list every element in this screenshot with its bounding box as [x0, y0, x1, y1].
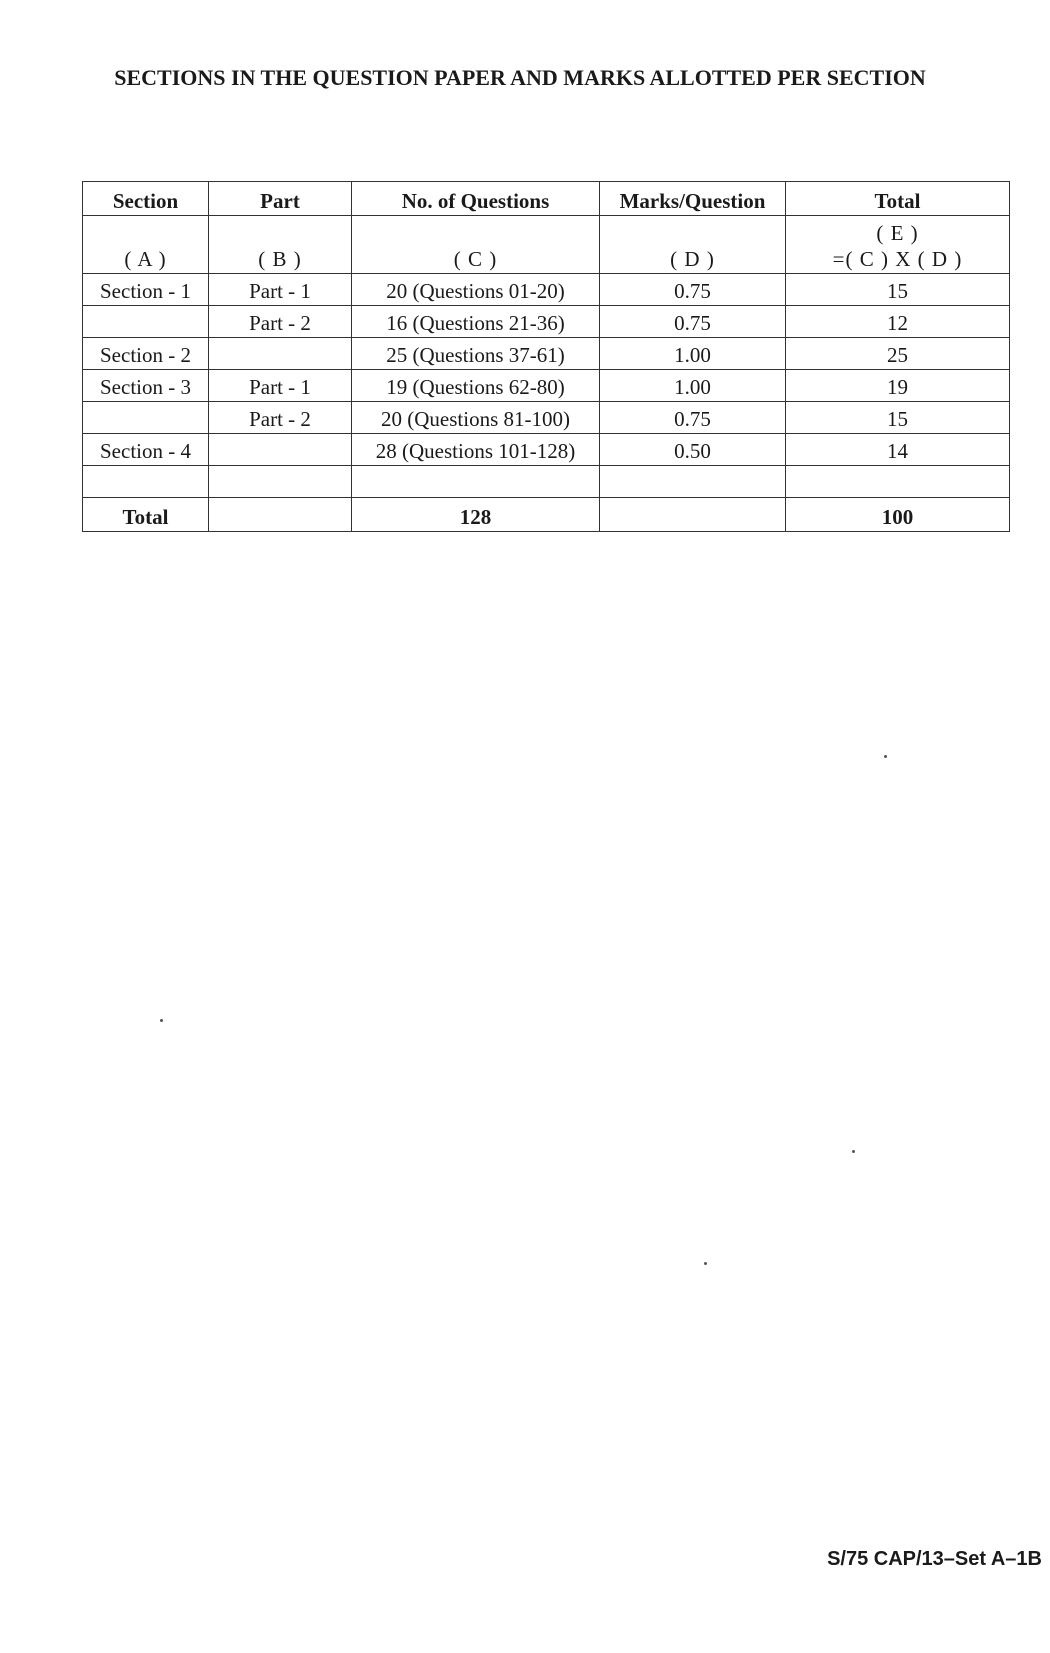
page-title: SECTIONS IN THE QUESTION PAPER AND MARKS ALLOTTED PER SECTION: [114, 65, 926, 90]
blank-row: [83, 466, 1010, 498]
row-marks: 0.75: [600, 402, 786, 434]
row-section: Section - 1: [83, 274, 209, 306]
marks-table: [82, 181, 1010, 532]
scan-speck: [884, 755, 887, 758]
row-section: Section - 2: [83, 338, 209, 370]
row-marks: 0.75: [600, 274, 786, 306]
row-questions: 20 (Questions 01-20): [352, 274, 600, 306]
scan-speck: [160, 1019, 163, 1022]
row-marks: 1.00: [600, 370, 786, 402]
label-e: [786, 216, 1010, 274]
table-header-row: [83, 182, 1010, 216]
row-total: 15: [786, 274, 1010, 306]
row-part: Part - 2: [209, 306, 352, 338]
label-a: ( A ): [83, 216, 209, 274]
label-e-letter: ( E ): [876, 221, 919, 245]
row-part: Part - 1: [209, 370, 352, 402]
total-marks: 100: [786, 498, 1010, 532]
row-marks: 0.75: [600, 306, 786, 338]
label-d: ( D ): [600, 216, 786, 274]
row-part: [209, 434, 352, 466]
row-marks: 1.00: [600, 338, 786, 370]
header-marks: Marks/Question: [600, 182, 786, 216]
document-code: S/75 CAP/13–Set A–1B: [827, 1548, 1042, 1570]
label-b: ( B ): [209, 216, 352, 274]
row-questions: 25 (Questions 37-61): [352, 338, 600, 370]
row-questions: 19 (Questions 62-80): [352, 370, 600, 402]
row-questions: 28 (Questions 101-128): [352, 434, 600, 466]
header-section: Section: [83, 182, 209, 216]
row-section: [83, 306, 209, 338]
row-section: [83, 402, 209, 434]
row-part: Part - 2: [209, 402, 352, 434]
header-part: Part: [209, 182, 352, 216]
label-c: ( C ): [352, 216, 600, 274]
row-questions: 20 (Questions 81-100): [352, 402, 600, 434]
table-row: [83, 338, 1010, 370]
table-label-row: [83, 216, 1010, 274]
header-questions: No. of Questions: [352, 182, 600, 216]
header-total: Total: [786, 182, 1010, 216]
total-questions: 128: [352, 498, 600, 532]
row-total: 12: [786, 306, 1010, 338]
table-row: [83, 274, 1010, 306]
row-section: Section - 4: [83, 434, 209, 466]
row-questions: 16 (Questions 21-36): [352, 306, 600, 338]
total-label: Total: [83, 498, 209, 532]
row-section: Section - 3: [83, 370, 209, 402]
row-total: 14: [786, 434, 1010, 466]
table-row: [83, 434, 1010, 466]
row-total: 15: [786, 402, 1010, 434]
label-e-formula: =( C ) X ( D ): [832, 247, 963, 271]
row-part: [209, 338, 352, 370]
table-row: [83, 370, 1010, 402]
row-part: Part - 1: [209, 274, 352, 306]
scan-speck: [704, 1262, 707, 1265]
row-total: 25: [786, 338, 1010, 370]
table-row: [83, 402, 1010, 434]
row-marks: 0.50: [600, 434, 786, 466]
total-row: [83, 498, 1010, 532]
scan-speck: [852, 1150, 855, 1153]
row-total: 19: [786, 370, 1010, 402]
table-row: [83, 306, 1010, 338]
